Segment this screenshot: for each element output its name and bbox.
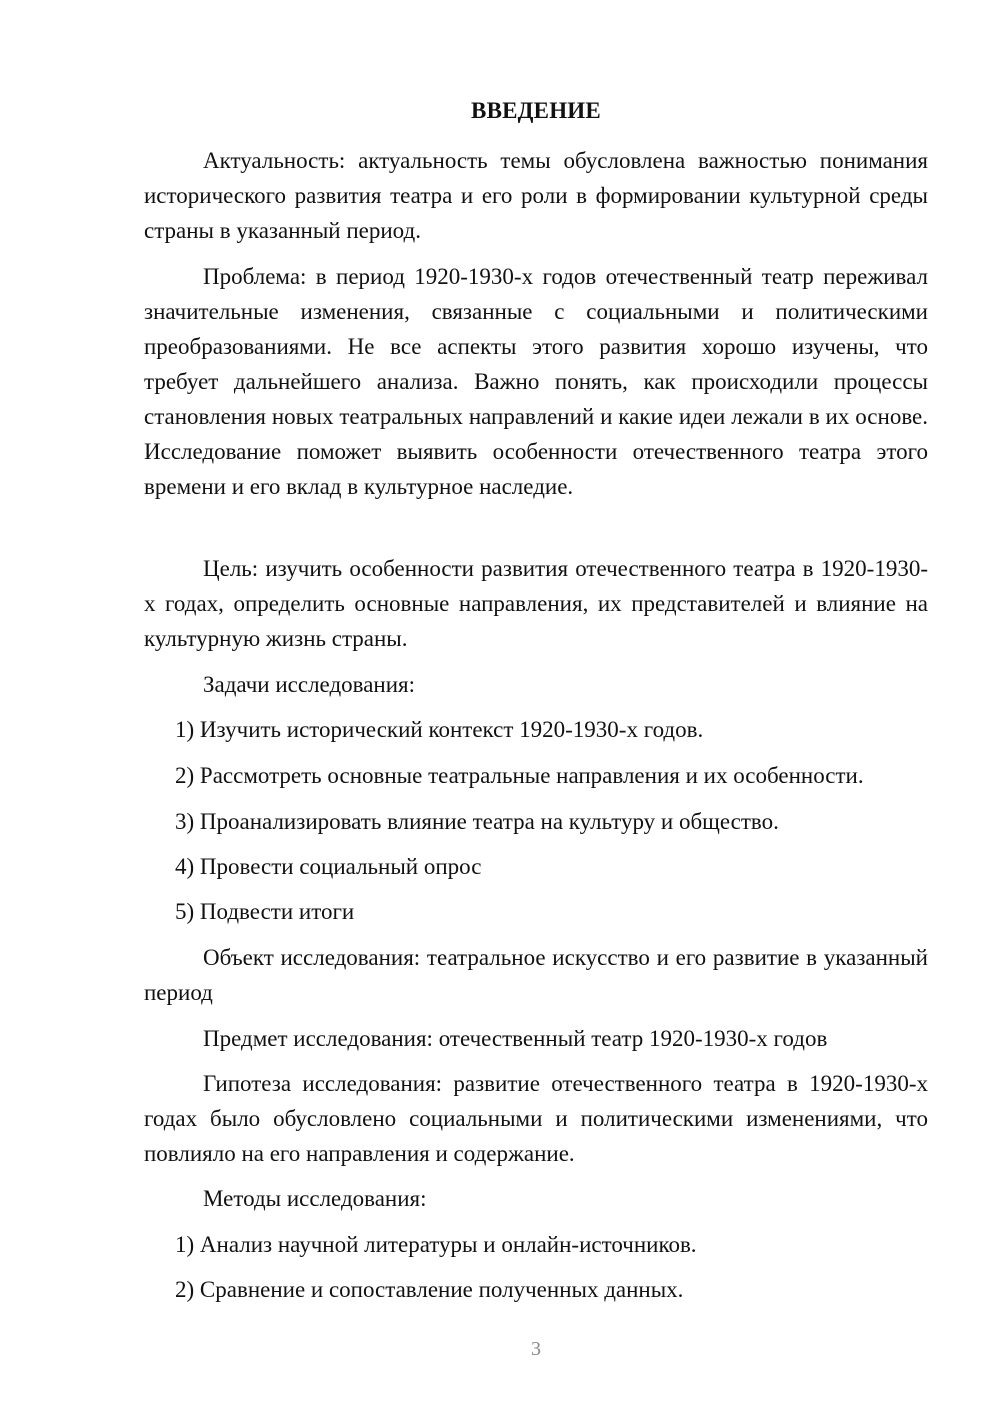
task-item: 5) Подвести итоги <box>175 899 355 924</box>
tasks-heading: Задачи исследования: <box>203 672 416 697</box>
relevance-paragraph: Актуальность: актуальность темы обусловлена важностью понимания исторического развития театра и его роли в формировании культурной среды страны в указанный период. <box>144 148 928 243</box>
goal-paragraph: Цель: изучить особенности развития отечественного театра в 1920-1930-х годах, определить основные направления, их представителей и влияние на культурную жизнь страны. <box>144 556 928 651</box>
task-item: 3) Проанализировать влияние театра на культуру и общество. <box>175 809 779 834</box>
problem-paragraph: Проблема: в период 1920-1930-х годов отечественный театр переживал значительные изменения, связанные с социальными и политическими преобразованиями. Не все аспекты этого развития хорошо изучены, что требует дальнейшего анализа. Важно понять, как происходили процессы становления новых театральных направлений и какие идеи лежали в их основе. Исследование поможет выявить особенности отечественного театра этого времени и его вклад в культурное наследие. <box>144 264 928 499</box>
page-title: ВВЕДЕНИЕ <box>471 98 601 123</box>
object-paragraph: Объект исследования: театральное искусство и его развитие в указанный период <box>144 945 928 1005</box>
document-page <box>144 0 928 1414</box>
task-item: 4) Провести социальный опрос <box>175 854 482 879</box>
task-item: 2) Рассмотреть основные театральные направления и их особенности. <box>175 763 864 788</box>
page-number: 3 <box>531 1338 541 1360</box>
method-item: 1) Анализ научной литературы и онлайн-источников. <box>175 1232 697 1257</box>
subject-paragraph: Предмет исследования: отечественный театр 1920-1930-х годов <box>203 1026 828 1051</box>
method-item: 2) Сравнение и сопоставление полученных данных. <box>175 1277 684 1302</box>
methods-heading: Методы исследования: <box>203 1186 427 1211</box>
task-item: 1) Изучить исторический контекст 1920-1930-х годов. <box>175 717 704 742</box>
hypothesis-paragraph: Гипотеза исследования: развитие отечественного театра в 1920-1930-х годах было обусловлено социальными и политическими изменениями, что повлияло на его направления и содержание. <box>144 1071 928 1166</box>
